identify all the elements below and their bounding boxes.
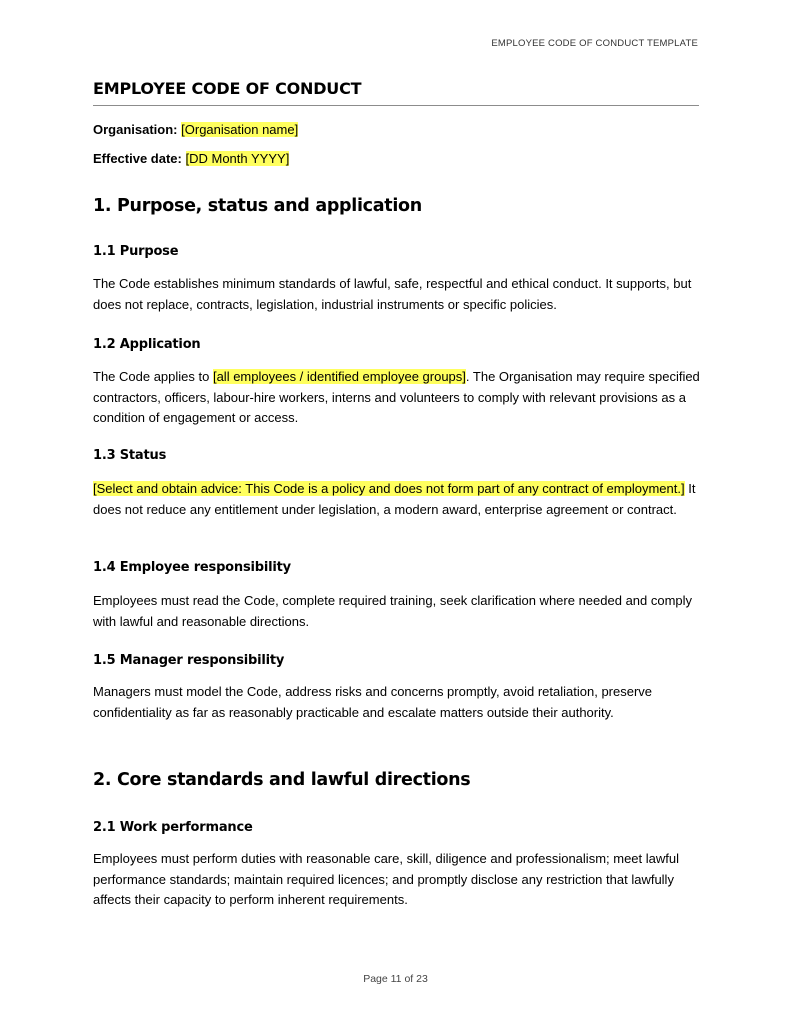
section-1-3-heading: 1.3 Status xyxy=(93,448,167,463)
section-1-3-text-end: It does not reduce any entitlement under legislation, a modern award, enterprise agreement or contract. xyxy=(93,481,696,517)
section-1-heading: 1. Purpose, status and application xyxy=(93,196,422,216)
organisation-line xyxy=(93,121,298,139)
section-1-3-text xyxy=(93,479,703,520)
section-1-3-placeholder: [Select and obtain advice: This Code is a policy and does not form part of any contract of employment.] xyxy=(93,481,685,496)
section-1-2-text-end: . The Organisation may require specified contractors, officers, labour-hire workers, interns and volunteers to comply with relevant provisions as a condition of engagement or access. xyxy=(93,369,700,425)
section-1-4-heading: 1.4 Employee responsibility xyxy=(93,560,291,575)
effective-date-label: Effective date: xyxy=(93,151,182,166)
section-2-heading: 2. Core standards and lawful directions xyxy=(93,770,471,790)
effective-date-placeholder: [DD Month YYYY] xyxy=(185,151,290,166)
section-2-1-heading: 2.1 Work performance xyxy=(93,820,253,835)
running-header: EMPLOYEE CODE OF CONDUCT TEMPLATE xyxy=(491,38,698,49)
effective-date-line xyxy=(93,150,289,168)
section-2-1-text: Employees must perform duties with reasonable care, skill, diligence and professionalism; meet lawful performance standards; maintain required licences; and promptly disclose any restriction that lawfully affects their capacity to perform inherent requirements. xyxy=(93,851,679,907)
organisation-label: Organisation: xyxy=(93,122,178,137)
section-1-2-text xyxy=(93,367,703,429)
section-1-5-heading: 1.5 Manager responsibility xyxy=(93,653,285,668)
document-title: EMPLOYEE CODE OF CONDUCT xyxy=(93,79,699,106)
section-1-1-heading: 1.1 Purpose xyxy=(93,244,179,259)
section-1-4-text: Employees must read the Code, complete required training, seek clarification where needed and comply with lawful and reasonable directions. xyxy=(93,593,693,629)
section-1-2-placeholder: [all employees / identified employee groups] xyxy=(212,369,466,384)
section-1-2-heading: 1.2 Application xyxy=(93,337,201,352)
page-number-footer: Page 11 of 23 xyxy=(363,973,428,985)
section-1-1-text: The Code establishes minimum standards of lawful, safe, respectful and ethical conduct. It supports, but does not replace, contracts, legislation, industrial instruments or specific policies. xyxy=(93,276,692,312)
section-1-5-text: Managers must model the Code, address risks and concerns promptly, avoid retaliation, preserve confidentiality as far as reasonably practicable and escalate matters outside their authority. xyxy=(93,684,653,720)
section-1-2-text-start: The Code applies to xyxy=(93,369,213,384)
organisation-placeholder: [Organisation name] xyxy=(181,122,299,137)
